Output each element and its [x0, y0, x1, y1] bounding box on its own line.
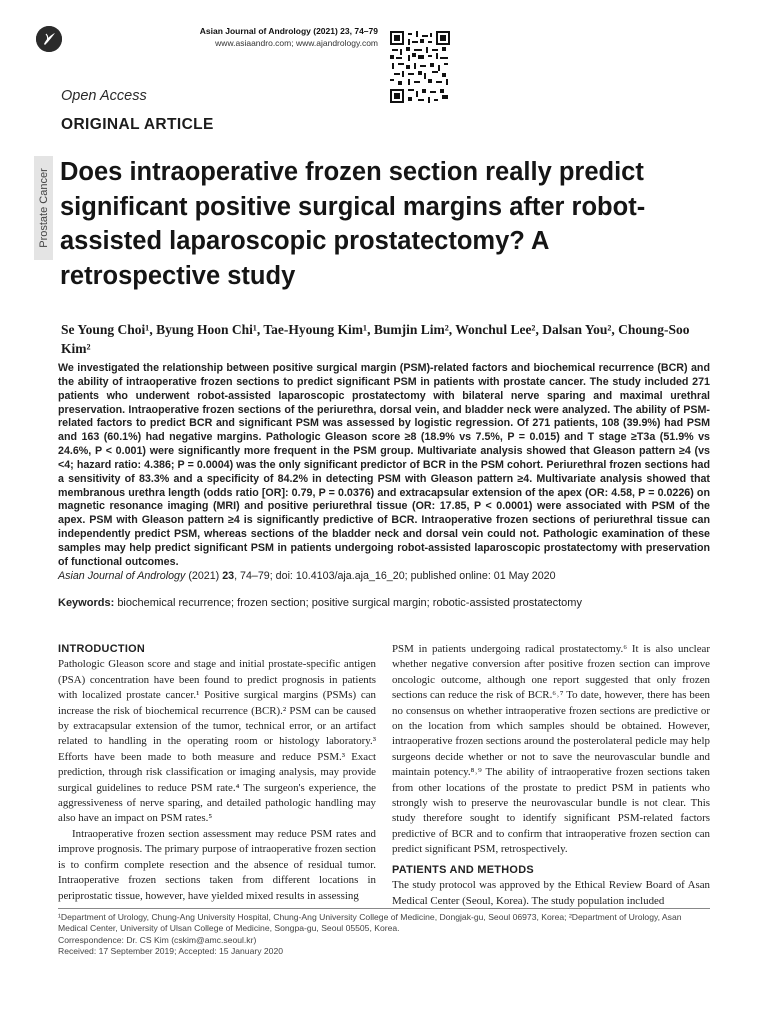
footnote-divider: [58, 908, 710, 909]
citation-volume: 23: [222, 569, 235, 582]
open-access-label: Open Access: [61, 88, 147, 104]
author-list: Se Young Choi¹, Byung Hoon Chi¹, Tae-Hyoung Kim¹, Bumjin Lim², Wonchul Lee², Dalsan You², Choung-Soo Kim²: [61, 322, 690, 356]
keywords-text: biochemical recurrence; frozen section; positive surgical margin; robotic-assisted prostatectomy: [117, 597, 582, 609]
citation-details: , 74–79; doi: 10.4103/aja.aja_16_20; published online: 01 May 2020: [234, 569, 556, 582]
section-side-tab-label: Prostate Cancer: [37, 168, 50, 248]
methods-paragraph-1: The study protocol was approved by the Ethical Review Board of Asan Medical Center (Seoul, Korea). The study population included: [392, 879, 710, 907]
keywords-label: Keywords:: [58, 597, 115, 609]
introduction-paragraph-1: Pathologic Gleason score and stage and initial prostate-specific antigen (PSA) concentration have been found to predict prognosis in patients with localized prostate cancer.¹ Positive surgical margins (PSMs) can increase the risk of biochemical recurrence (BCR).² PSM can be caused by extracapsular extension of the tumor, technical error, or an artifact related to handling in the operating room or histology laboratory.³ Efforts have been made to both measure and reduce PSM.³ Exact prediction, through risk classification or imaging analysis, may provide surgical guidelines to reduce PSM rate.⁴ The surgeon's experience, the aggressiveness of nerve sparing, and detailed pathologic handling may also have an impact on PSM rates.⁵: [58, 658, 376, 825]
journal-logo-icon: [36, 26, 62, 52]
journal-citation-header: Asian Journal of Andrology (2021) 23, 74–79: [199, 26, 378, 36]
citation-journal: Asian Journal of Andrology: [58, 569, 186, 582]
journal-header: [200, 25, 378, 49]
right-column: [392, 642, 710, 909]
introduction-heading: INTRODUCTION: [58, 643, 146, 655]
qr-code: [390, 31, 450, 103]
section-side-tab: [34, 156, 53, 260]
citation-year: (2021): [185, 569, 223, 582]
journal-logo: [36, 26, 62, 52]
abstract: [58, 362, 710, 584]
affiliations: ¹Department of Urology, Chung-Ang University Hospital, Chung-Ang University College of Medicine, Dongjak-gu, Seoul 06973, Korea; ²Department of Urology, Asan Medical Center, University of Ulsan College of Medicine, Songpa-gu, Seoul 05505, Korea.: [58, 912, 682, 934]
footnotes: [58, 912, 710, 957]
introduction-paragraph-2: Intraoperative frozen section assessment may reduce PSM rates and improve prognosis. The primary purpose of intraoperative frozen section is to confirm complete resection and the absence of residual tumor. Intraoperative frozen sections taken from different locations in periprostatic tissue, however, have yielded mixed results in assessing: [58, 827, 376, 902]
introduction-paragraph-3: PSM in patients undergoing radical prostatectomy.⁶ It is also unclear whether negative conversion after positive frozen section can improve oncologic outcome, although one report suggested that only frozen sections can reduce the risk of BCR.⁶˒⁷ To date, however, there has been no consensus on whether intraoperative frozen sections are predictive or on the location from which samples should be obtained. However, intraoperative frozen sections around the posterolateral pedicle may help surgeons decide whether or not to save the neurovascular bundle and maintain potency.⁸˒⁹ The ability of intraoperative frozen sections taken from other locations of the prostate to predict PSM in patients who strongly wish to preserve the neurovascular bundle is not clear. This study therefore sought to identify significant PSM-related factors predictive of BCR and to confirm that intraoperative frozen section can predict significant PSM, retrospectively.: [392, 643, 710, 856]
article-type-label: ORIGINAL ARTICLE: [61, 116, 214, 133]
correspondence: Correspondence: Dr. CS Kim (cskim@amc.seoul.kr): [58, 934, 257, 945]
left-column: [58, 642, 376, 904]
methods-heading: PATIENTS AND METHODS: [392, 863, 534, 876]
journal-urls: www.asiaandro.com; www.ajandrology.com: [215, 38, 378, 48]
qr-code-icon: [390, 31, 450, 103]
citation-line: [58, 570, 710, 584]
abstract-body: We investigated the relationship between positive surgical margin (PSM)-related factors and biochemical recurrence (BCR) and the ability of intraoperative frozen sections to predict significant PSM in patients with prostate cancer. The study included 271 patients who underwent robot-assisted laparoscopic prostatectomy with bilateral nerve sparing and maximal urethral preservation. Intraoperative frozen sections of the periurethra, dorsal vein, and bladder neck were analyzed. The ability of PSM-related factors to predict BCR and significant PSM was assessed by logistic regression. Of 271 patients, 108 (39.9%) had PSM and 163 (60.1%) had negative margins. Pathologic Gleason score ≥8 (18.9% vs 7.5%, P = 0.015) and T stage ≥T3a (51.9% vs 24.6%, P < 0.001) were significantly more frequent in the PSM group. Multivariate analysis showed that Gleason pattern ≥4 (vs <4; hazard ratio: 4.386; P = 0.0004) was the only significant predictor of BCR in the PSM cohort. Periurethral frozen sections had a sensitivity of 83.3% and a specificity of 84.2% in detecting PSM with Gleason pattern ≥4. Multivariate analysis showed that membranous urethra length (odds ratio [OR]: 0.79, P = 0.0376) and extracapsular extension of the apex (OR: 4.58, P = 0.0226) on magnetic resonance imaging (MRI) and positive periurethral tissue (OR: 17.85, P < 0.0001) were associated with PSM of the apex. PSM with Gleason pattern ≥4 is significantly predictive of BCR. Intraoperative frozen sections of periurethral tissue can independently predict PSM, whereas sections of the bladder neck and dorsal vein could not. Pathologic examination of these samples may help predict significant PSM in patients undergoing robot-assisted laparoscopic prostatectomy with preservation of functional outcomes.: [58, 362, 710, 568]
keywords: [58, 597, 582, 609]
received-accepted-dates: Received: 17 September 2019; Accepted: 15 January 2020: [58, 945, 284, 956]
article-title: Does intraoperative frozen section really predict significant positive surgical margins after robot-assisted laparoscopic prostatectomy? A retrospective study: [60, 158, 646, 290]
